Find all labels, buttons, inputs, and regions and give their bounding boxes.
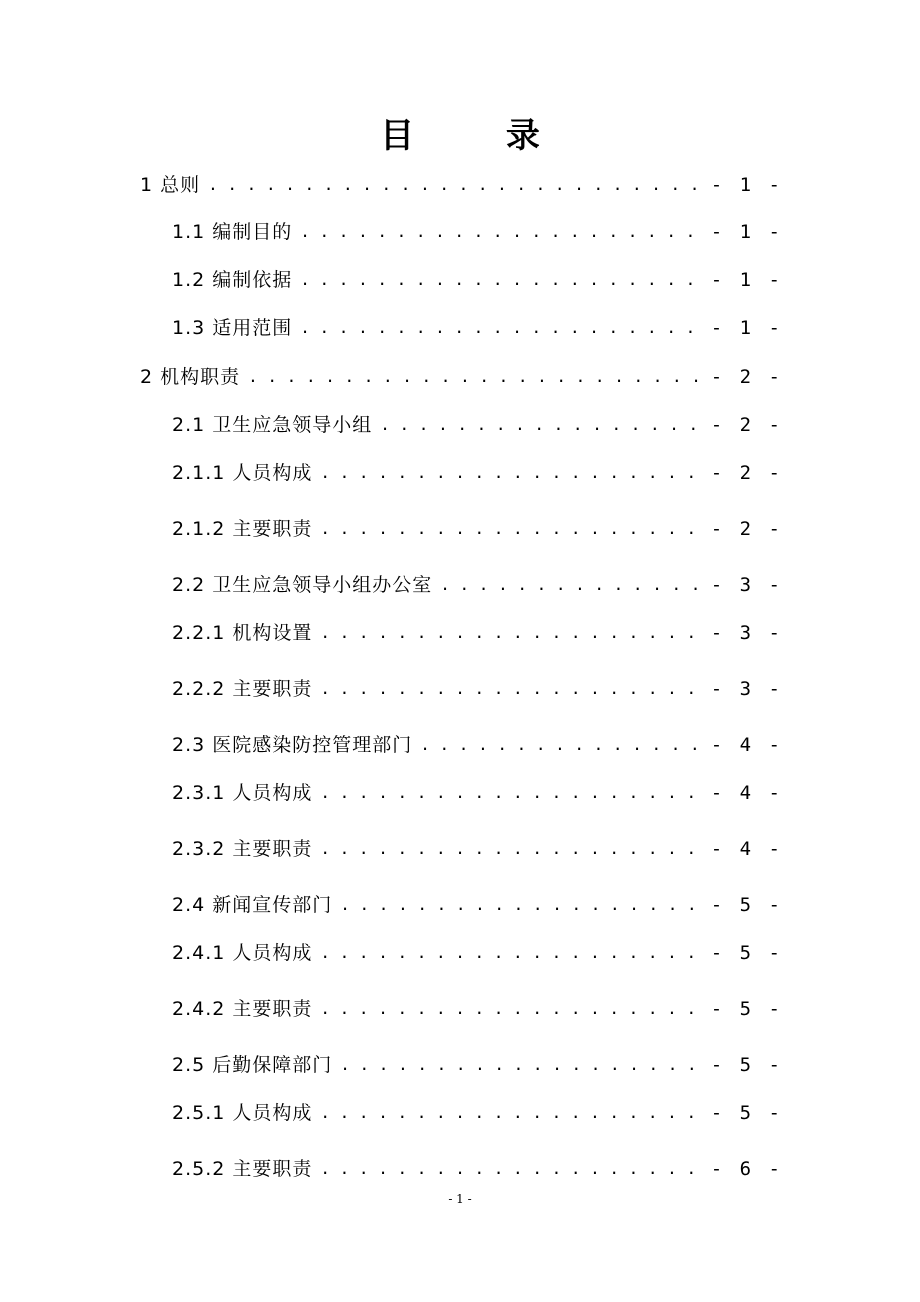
toc-leader-dots <box>320 938 706 968</box>
page-title: 目 录 <box>380 116 580 156</box>
toc-entry-label: 2.2.1 机构设置 <box>172 622 313 644</box>
toc-entry-label: 2.1 卫生应急领导小组 <box>172 414 373 436</box>
toc-entry-label: 1.3 适用范围 <box>172 317 293 339</box>
toc-entry[interactable] <box>140 362 780 392</box>
toc-entry-label: 1.1 编制目的 <box>172 221 293 243</box>
toc-entry-page: - 1 - <box>710 174 780 196</box>
toc-entry[interactable] <box>140 170 780 200</box>
toc-leader-dots <box>300 313 707 343</box>
toc-leader-dots <box>320 1154 706 1184</box>
toc-entry-label: 2.5 后勤保障部门 <box>172 1054 333 1076</box>
toc-entry[interactable] <box>172 618 780 648</box>
toc-entry-label: 2.3 医院感染防控管理部门 <box>172 734 413 756</box>
toc-entry-label: 2.4 新闻宣传部门 <box>172 894 333 916</box>
toc-entry-page: - 5 - <box>710 1054 780 1076</box>
toc-entry[interactable] <box>172 410 780 440</box>
toc-entry[interactable] <box>172 778 780 808</box>
toc-entry[interactable] <box>172 217 780 247</box>
toc-entry-label: 2.2.2 主要职责 <box>172 678 313 700</box>
toc-entry-page: - 2 - <box>710 414 780 436</box>
toc-entry-page: - 2 - <box>710 366 780 388</box>
toc-entry[interactable] <box>172 994 780 1024</box>
toc-entry-page: - 5 - <box>710 998 780 1020</box>
toc-entry-page: - 3 - <box>710 622 780 644</box>
toc-entry-label: 2.1.2 主要职责 <box>172 518 313 540</box>
toc-entry-label: 2.3.1 人员构成 <box>172 782 313 804</box>
toc-entry[interactable] <box>172 265 780 295</box>
toc-entry[interactable] <box>172 674 780 704</box>
toc-leader-dots <box>300 217 707 247</box>
toc-leader-dots <box>320 618 706 648</box>
toc-leader-dots <box>420 730 707 760</box>
toc-leader-dots <box>320 1098 706 1128</box>
toc-leader-dots <box>380 410 707 440</box>
toc-entry-label: 2.4.1 人员构成 <box>172 942 313 964</box>
toc-entry-page: - 5 - <box>710 942 780 964</box>
toc-entry[interactable] <box>172 730 780 760</box>
toc-entry-label: 2.1.1 人员构成 <box>172 462 313 484</box>
toc-entry-page: - 1 - <box>710 221 780 243</box>
toc-entry-label: 2.4.2 主要职责 <box>172 998 313 1020</box>
toc-entry[interactable] <box>172 1050 780 1080</box>
page-number-footer: - 1 - <box>448 1192 472 1206</box>
toc-entry[interactable] <box>172 1098 780 1128</box>
toc-entry[interactable] <box>172 938 780 968</box>
toc-entry-page: - 4 - <box>710 734 780 756</box>
toc-entry-page: - 2 - <box>710 462 780 484</box>
toc-leader-dots <box>208 170 707 200</box>
toc-entry[interactable] <box>172 1154 780 1184</box>
toc-leader-dots <box>320 834 706 864</box>
toc-leader-dots <box>300 265 707 295</box>
toc-leader-dots <box>340 890 707 920</box>
toc-entry-page: - 2 - <box>710 518 780 540</box>
toc-entry-label: 2.5.1 人员构成 <box>172 1102 313 1124</box>
toc-leader-dots <box>340 1050 707 1080</box>
toc-entry-page: - 5 - <box>710 1102 780 1124</box>
toc-entry-label: 2.3.2 主要职责 <box>172 838 313 860</box>
toc-entry-label: 2.5.2 主要职责 <box>172 1158 313 1180</box>
toc-entry[interactable] <box>172 458 780 488</box>
toc-leader-dots <box>320 458 706 488</box>
toc-leader-dots <box>248 362 707 392</box>
toc-entry-page: - 3 - <box>710 678 780 700</box>
toc-entry-page: - 1 - <box>710 269 780 291</box>
toc-entry-page: - 3 - <box>710 574 780 596</box>
toc-leader-dots <box>320 778 706 808</box>
toc-entry-label: 2 机构职责 <box>140 366 241 388</box>
toc-leader-dots <box>320 674 706 704</box>
toc-entry-page: - 1 - <box>710 317 780 339</box>
toc-entry-label: 1 总则 <box>140 174 201 196</box>
toc-leader-dots <box>440 570 707 600</box>
toc-entry[interactable] <box>172 514 780 544</box>
toc-entry[interactable] <box>172 313 780 343</box>
toc-entry-label: 2.2 卫生应急领导小组办公室 <box>172 574 433 596</box>
toc-entry-label: 1.2 编制依据 <box>172 269 293 291</box>
toc-entry-page: - 6 - <box>710 1158 780 1180</box>
toc-entry[interactable] <box>172 834 780 864</box>
toc-entry[interactable] <box>172 890 780 920</box>
toc-entry-page: - 4 - <box>710 838 780 860</box>
toc-leader-dots <box>320 994 706 1024</box>
toc-entry-page: - 4 - <box>710 782 780 804</box>
toc-entry-page: - 5 - <box>710 894 780 916</box>
toc-leader-dots <box>320 514 706 544</box>
toc-entry[interactable] <box>172 570 780 600</box>
